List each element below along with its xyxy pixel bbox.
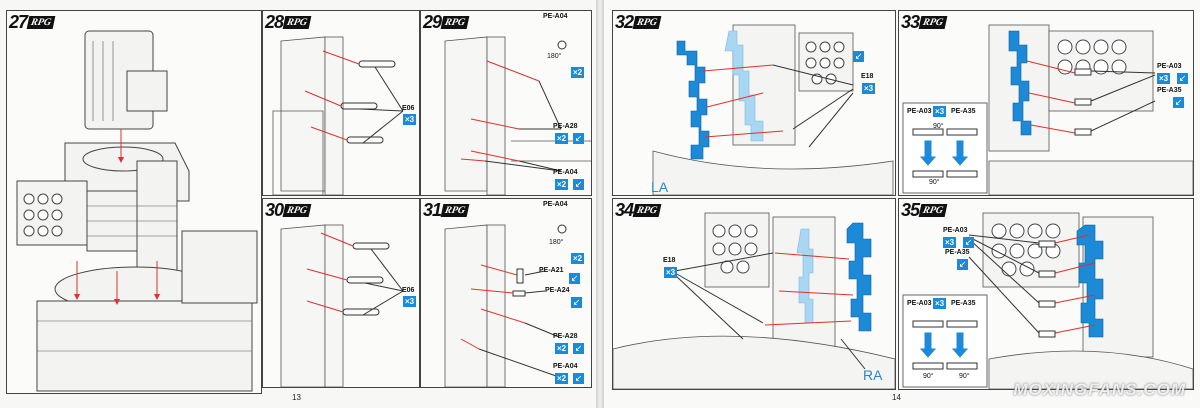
inset-part-label: PE-A03 xyxy=(907,108,932,115)
step-30-drawing xyxy=(263,199,419,387)
brand-logo: RPG xyxy=(633,204,662,217)
brand-logo: RPG xyxy=(27,16,56,29)
qty-badge: ×3 xyxy=(666,268,676,277)
brand-logo: RPG xyxy=(283,204,312,217)
inset-qty-badge: ×3 xyxy=(935,299,945,308)
step-34-panel xyxy=(612,198,896,390)
step-27-header xyxy=(9,12,54,32)
step-number: 30 xyxy=(265,199,284,220)
bend-icon: ↙ xyxy=(574,133,583,143)
angle-label: 90° xyxy=(929,179,940,186)
step-35-header xyxy=(901,200,946,220)
bend-icon: ↙ xyxy=(958,259,967,269)
step-number: 29 xyxy=(423,11,442,32)
part-label: PE-A21 xyxy=(539,267,564,274)
part-label: PE-A04 xyxy=(553,169,578,176)
qty-badge: ×3 xyxy=(405,115,415,124)
step-32-panel xyxy=(612,10,896,196)
step-29-panel xyxy=(420,10,592,196)
page-number-right: 14 xyxy=(892,393,901,402)
step-35-panel xyxy=(898,198,1194,390)
step-29-drawing xyxy=(421,11,591,195)
step-number: 33 xyxy=(901,11,920,32)
part-label: E06 xyxy=(402,287,415,294)
page-gutter xyxy=(596,0,604,408)
inset-qty-badge: ×3 xyxy=(935,107,945,116)
side-label: LA xyxy=(651,179,669,195)
qty-badge: ×2 xyxy=(557,374,567,383)
qty-badge: ×2 xyxy=(573,68,583,77)
angle-label: 90° xyxy=(923,373,934,380)
inset-part-label: PE-A35 xyxy=(951,300,976,307)
step-30-header xyxy=(265,200,310,220)
angle-label: 180° xyxy=(547,53,562,60)
brand-logo: RPG xyxy=(441,16,470,29)
step-33-header xyxy=(901,12,946,32)
bend-icon: ↙ xyxy=(574,373,583,383)
brand-logo: RPG xyxy=(283,16,312,29)
step-31-panel xyxy=(420,198,592,388)
qty-badge: ×2 xyxy=(557,134,567,143)
brand-logo: RPG xyxy=(633,16,662,29)
qty-badge: ×3 xyxy=(945,238,955,247)
part-label: E18 xyxy=(663,257,676,264)
brand-logo: RPG xyxy=(919,204,948,217)
angle-label: 90° xyxy=(933,123,944,130)
step-30-panel xyxy=(262,198,420,388)
step-34-header xyxy=(615,200,660,220)
step-27-drawing xyxy=(7,11,261,393)
step-32-drawing xyxy=(613,11,895,195)
step-27-panel xyxy=(6,10,262,394)
brand-logo: RPG xyxy=(919,16,948,29)
part-label: PE-A04 xyxy=(553,363,578,370)
bend-icon: ↙ xyxy=(574,343,583,353)
bend-icon: ↙ xyxy=(574,179,583,189)
step-number: 35 xyxy=(901,199,920,220)
qty-badge: ×3 xyxy=(405,297,415,306)
watermark: MOXINGFANS.COM xyxy=(1013,380,1186,399)
step-33-drawing xyxy=(899,11,1193,195)
qty-badge: ×2 xyxy=(573,254,583,263)
step-28-header xyxy=(265,12,310,32)
part-label: E06 xyxy=(402,105,415,112)
step-34-drawing xyxy=(613,199,895,389)
step-number: 28 xyxy=(265,11,284,32)
step-32-header xyxy=(615,12,660,32)
bend-icon: ↙ xyxy=(854,51,863,61)
step-31-header xyxy=(423,200,468,220)
part-label: PE-A24 xyxy=(545,287,570,294)
brand-logo: RPG xyxy=(441,204,470,217)
qty-badge: ×3 xyxy=(1159,74,1169,83)
page-left xyxy=(0,0,596,408)
side-label: RA xyxy=(863,367,883,383)
inset-part-label: PE-A35 xyxy=(951,108,976,115)
angle-label: 180° xyxy=(549,239,564,246)
bend-icon: ↙ xyxy=(1178,73,1187,83)
bend-icon: ↙ xyxy=(964,237,973,247)
page-right xyxy=(604,0,1200,408)
bend-icon: ↙ xyxy=(572,297,581,307)
angle-label: 90° xyxy=(959,373,970,380)
step-28-panel xyxy=(262,10,420,196)
step-29-header xyxy=(423,12,468,32)
part-label: PE-A28 xyxy=(553,333,578,340)
part-label: PE-A04 xyxy=(543,201,568,208)
part-label: E18 xyxy=(861,73,874,80)
step-number: 34 xyxy=(615,199,634,220)
bend-icon: ↙ xyxy=(570,273,579,283)
inset-part-label: PE-A03 xyxy=(907,300,932,307)
part-label: PE-A35 xyxy=(1157,87,1182,94)
qty-badge: ×3 xyxy=(864,84,874,93)
part-label: PE-A35 xyxy=(945,249,970,256)
page-number-left: 13 xyxy=(292,393,301,402)
step-number: 27 xyxy=(9,11,28,32)
step-28-drawing xyxy=(263,11,419,195)
step-number: 31 xyxy=(423,199,442,220)
bend-icon: ↙ xyxy=(1174,97,1183,107)
step-number: 32 xyxy=(615,11,634,32)
step-33-panel xyxy=(898,10,1194,196)
qty-badge: ×2 xyxy=(557,180,567,189)
part-label: PE-A03 xyxy=(943,227,968,234)
part-label: PE-A28 xyxy=(553,123,578,130)
qty-badge: ×2 xyxy=(557,344,567,353)
part-label: PE-A03 xyxy=(1157,63,1182,70)
part-label: PE-A04 xyxy=(543,13,568,20)
